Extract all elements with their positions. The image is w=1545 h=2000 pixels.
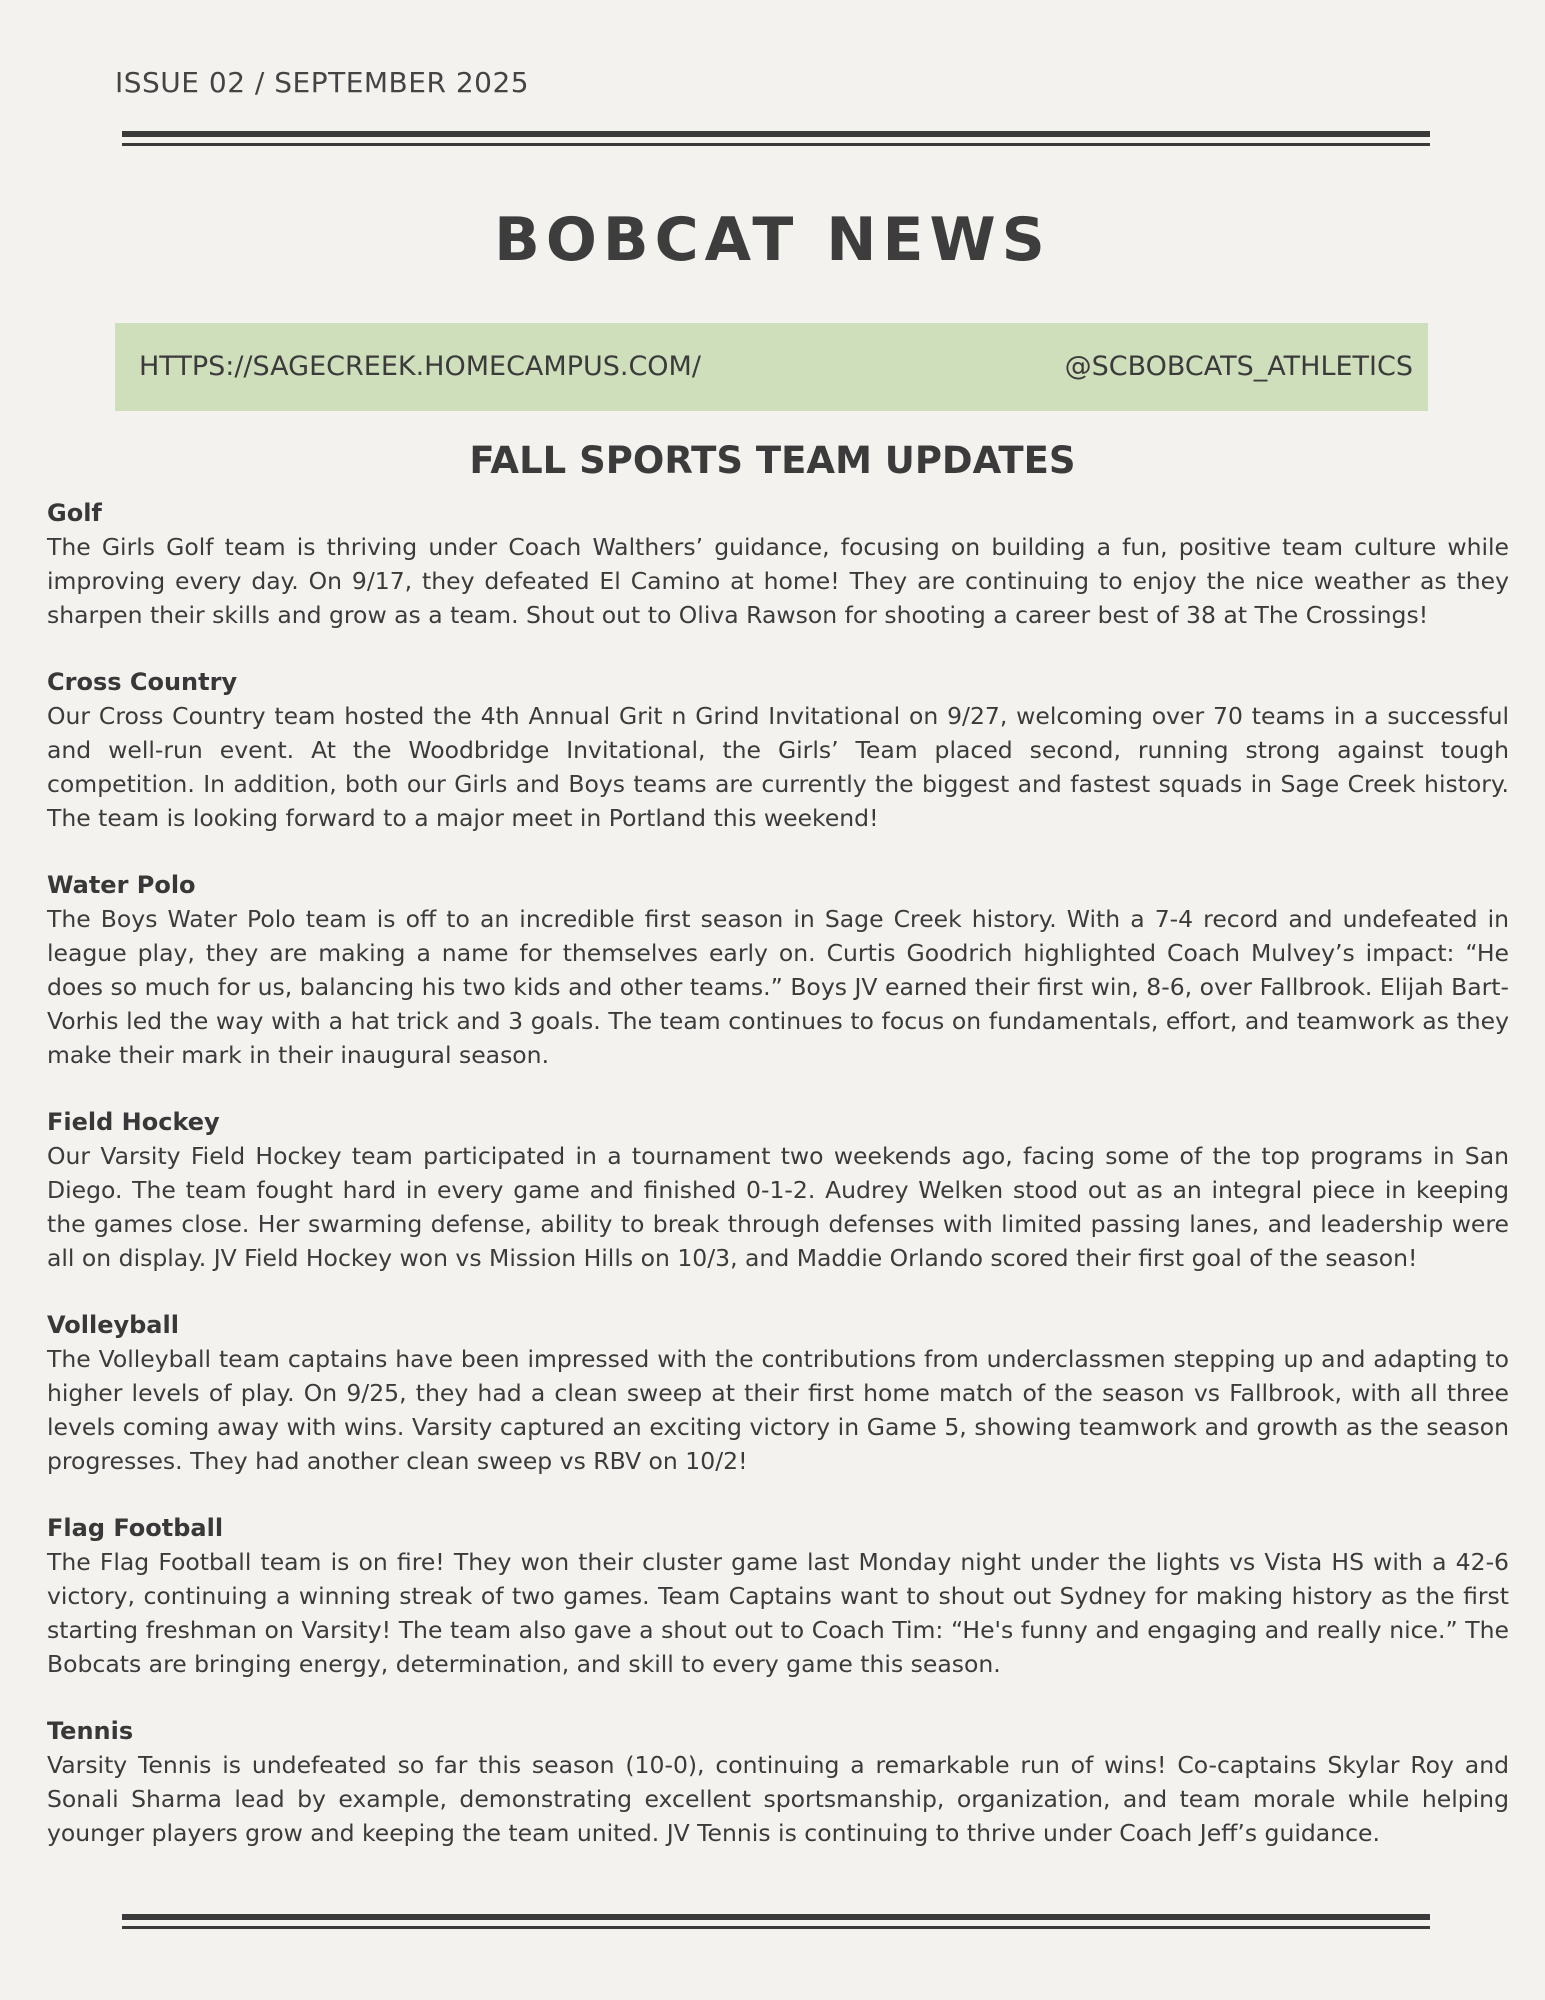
article-volleyball — [47, 1308, 1509, 1478]
articles-list — [47, 496, 1509, 1883]
article-body: The Boys Water Polo team is off to an incredible first season in Sage Creek history. With a 7-4 record and undefeated in league play, they are making a name for themselves early on. Curtis Goodrich highlighted Coach Mulvey’s impact: “He does so much for us, balancing his two kids and other teams.” Boys JV earned their first win, 8-6, over Fallbrook. Elijah Bart-Vorhis led the way with a hat trick and 3 goals. The team continues to focus on fundamentals, effort, and teamwork as they make their mark in their inaugural season. — [47, 905, 1509, 1069]
article-heading: Golf — [47, 499, 102, 527]
article-golf — [47, 496, 1509, 632]
issue-line: ISSUE 02 / SEPTEMBER 2025 — [115, 66, 530, 99]
article-body: The Flag Football team is on fire! They won their cluster game last Monday night under the lights vs Vista HS with a 42-6 victory, continuing a winning streak of two games. Team Captains want to shout out Sydney for making history as the first starting freshman on Varsity! The team also gave a shout out to Coach Tim: “He's funny and engaging and really nice.” The Bobcats are bringing energy, determination, and skill to every game this season. — [47, 1548, 1509, 1678]
social-handle[interactable]: @SCBOBCATS_ATHLETICS — [1064, 351, 1413, 382]
article-body: Our Varsity Field Hockey team participated in a tournament two weekends ago, facing some of the top programs in San Diego. The team fought hard in every game and finished 0-1-2. Audrey Welken stood out as an integral piece in keeping the games close. Her swarming defense, ability to break through defenses with limited passing lanes, and leadership were all on display. JV Field Hockey won vs Mission Hills on 10/3, and Maddie Orlando scored their first goal of the season! — [47, 1142, 1509, 1272]
article-water-polo — [47, 868, 1509, 1072]
article-body: The Girls Golf team is thriving under Coach Walthers’ guidance, focusing on building a fun, positive team culture while improving every day. On 9/17, they defeated El Camino at home! They are continuing to enjoy the nice weather as they sharpen their skills and grow as a team. Shout out to Oliva Rawson for shooting a career best of 38 at The Crossings! — [47, 533, 1509, 629]
article-field-hockey — [47, 1105, 1509, 1275]
bottom-divider — [122, 1914, 1430, 1930]
article-body: Our Cross Country team hosted the 4th Annual Grit n Grind Invitational on 9/27, welcoming over 70 teams in a successful and well-run event. At the Woodbridge Invitational, the Girls’ Team placed second, running strong against tough competition. In addition, both our Girls and Boys teams are currently the biggest and fastest squads in Sage Creek history. The team is looking forward to a major meet in Portland this weekend! — [47, 702, 1509, 832]
article-heading: Cross Country — [47, 668, 238, 696]
article-tennis — [47, 1714, 1509, 1850]
article-flag-football — [47, 1511, 1509, 1681]
article-body: The Volleyball team captains have been impressed with the contributions from underclassmen stepping up and adapting to higher levels of play. On 9/25, they had a clean sweep at their first home match of the season vs Fallbrook, with all three levels coming away with wins. Varsity captured an exciting victory in Game 5, showing teamwork and growth as the season progresses. They had another clean sweep vs RBV on 10/2! — [47, 1345, 1509, 1475]
link-bar — [115, 323, 1428, 411]
website-link[interactable]: HTTPS://SAGECREEK.HOMECAMPUS.COM/ — [139, 351, 701, 382]
section-title: FALL SPORTS TEAM UPDATES — [469, 439, 1076, 482]
article-heading: Field Hockey — [47, 1108, 220, 1136]
masthead-title: BOBCAT NEWS — [494, 205, 1051, 275]
article-heading: Volleyball — [47, 1311, 179, 1339]
top-divider — [122, 131, 1430, 147]
article-heading: Tennis — [47, 1717, 134, 1745]
article-heading: Water Polo — [47, 871, 196, 899]
article-body: Varsity Tennis is undefeated so far this season (10-0), continuing a remarkable run of wins! Co-captains Skylar Roy and Sonali Sharma lead by example, demonstrating excellent sportsmanship, organization, and team morale while helping younger players grow and keeping the team united. JV Tennis is continuing to thrive under Coach Jeff’s guidance. — [47, 1751, 1509, 1847]
article-heading: Flag Football — [47, 1514, 224, 1542]
article-cross-country — [47, 665, 1509, 835]
